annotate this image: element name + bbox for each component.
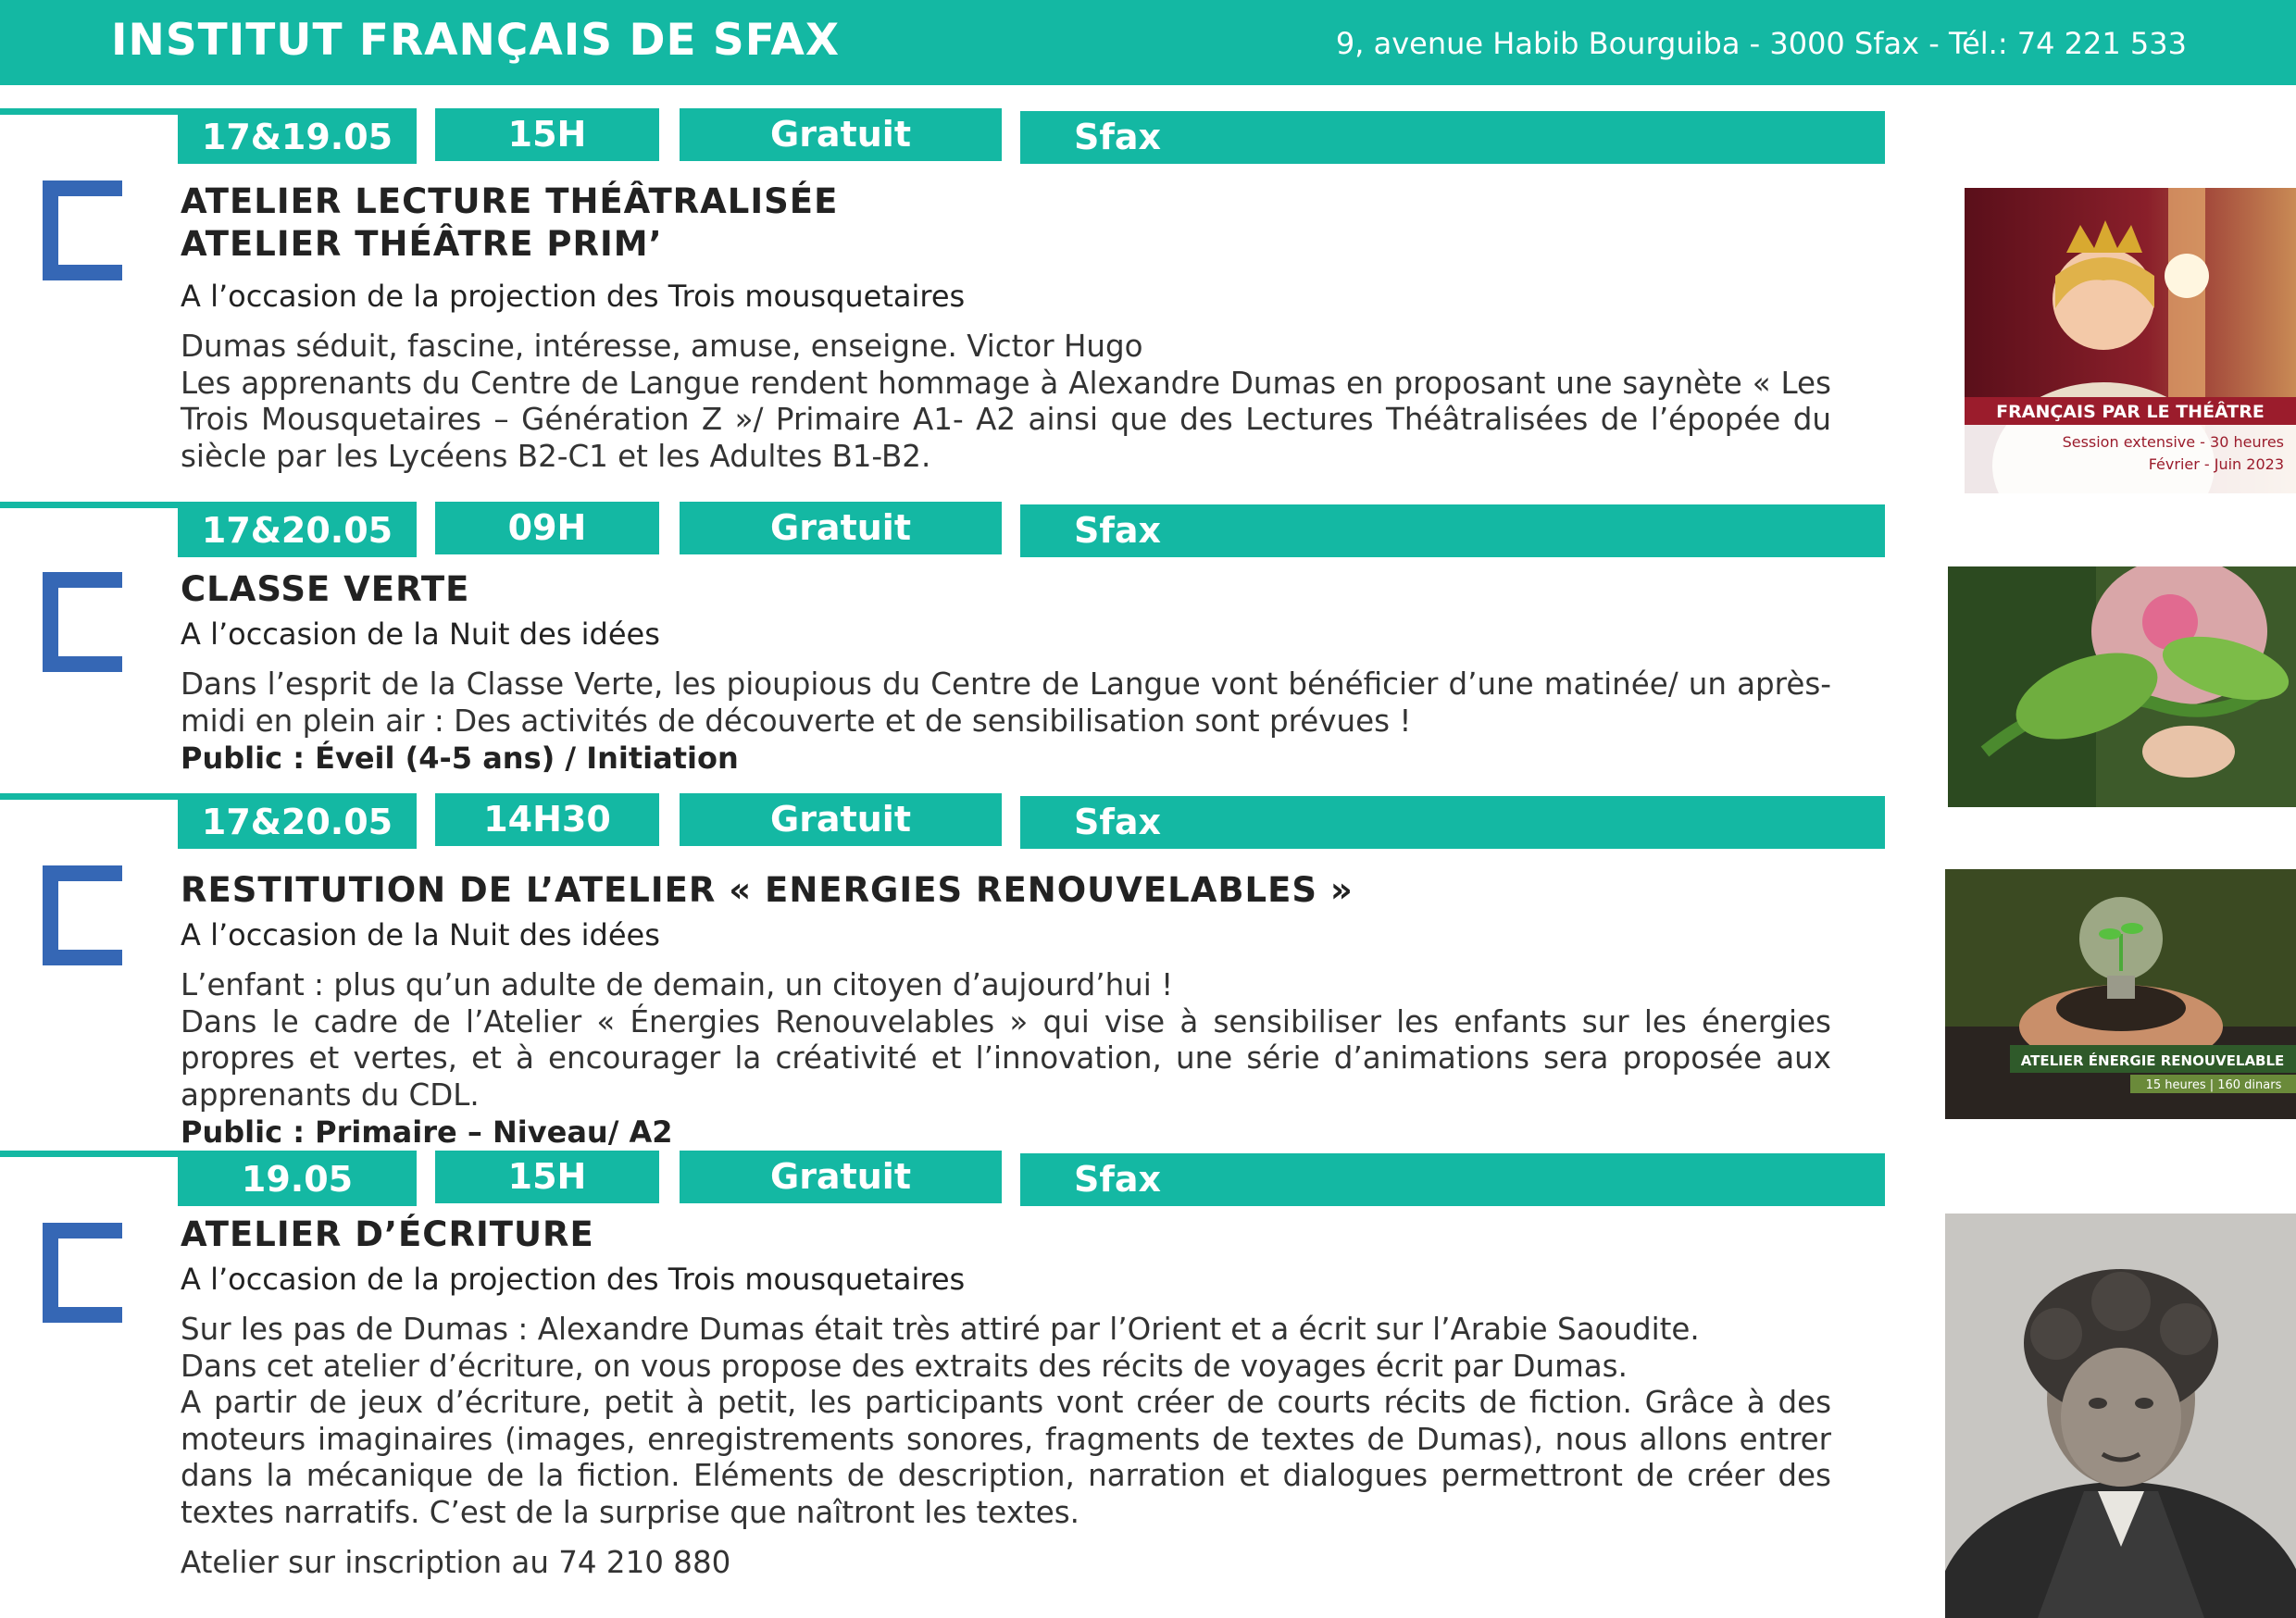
description-line: Sur les pas de Dumas : Alexandre Dumas était très attiré par l’Orient et a écrit sur l’Arabie Saoudite.	[181, 1312, 1700, 1347]
event-subtitle: A l’occasion de la Nuit des idées	[181, 616, 660, 652]
event-title: CLASSE VERTE	[181, 569, 470, 609]
event-subtitle: A l’occasion de la projection des Trois mousquetaires	[181, 1262, 966, 1297]
description-line: Dumas séduit, fascine, intéresse, amuse, enseigne. Victor Hugo	[181, 329, 1143, 364]
bracket-icon	[43, 1223, 122, 1323]
event-public: Public : Éveil (4-5 ans) / Initiation	[181, 741, 739, 776]
event-place-tag: Sfax	[1020, 1153, 1885, 1206]
description-line: A partir de jeux d’écriture, petit à petit, les participants vont créer de courts récits de fiction. Grâce à des moteurs imaginaires (images, enregistrements sonores, fragments de textes de Dumas), nous allons entrer dans la mécanique de la fiction. Eléments de description, narration et dialogues permettront de créer des textes narratifs. C’est de la surprise que naîtront les textes.	[181, 1385, 1831, 1530]
event-date-tag: 17&20.05	[178, 502, 417, 557]
event-time-tag: 15H	[435, 1151, 659, 1203]
event-description	[181, 666, 1831, 740]
event-time-tag: 15H	[435, 108, 659, 161]
description-line: Les apprenants du Centre de Langue rendent hommage à Alexandre Dumas en proposant une saynète « Les Trois Mousquetaires – Génération Z »/ Primaire A1- A2 ainsi que des Lectures Théâtralisées de l’épopée du siècle par les Lycéens B2-C1 et les Adultes B1-B2.	[181, 365, 1831, 474]
event-date-tag: 17&19.05	[178, 108, 417, 164]
description-line: Dans le cadre de l’Atelier « Énergies Renouvelables » qui vise à sensibiliser les enfants sur les énergies propres et vertes, et à encourager la créativité et l’innovation, une série d’animations sera proposée aux apprenants du CDL.	[181, 1003, 1831, 1113]
event-body	[181, 180, 1831, 475]
child-with-plant-photo	[1948, 566, 2296, 807]
event-place-tag: Sfax	[1020, 796, 1885, 849]
event-body	[181, 869, 1831, 1151]
event-4	[0, 1151, 2296, 1618]
event-body	[181, 1214, 1831, 1581]
event-price-tag: Gratuit	[680, 1151, 1002, 1203]
event-3	[0, 793, 2296, 1150]
poster-caption-line2: Février - Juin 2023	[2148, 455, 2284, 473]
event-title: ATELIER LECTURE THÉÂTRALISÉE	[181, 181, 839, 221]
event-registration-note: Atelier sur inscription au 74 210 880	[181, 1545, 731, 1580]
lightbulb-plant-graphic	[1945, 869, 2296, 1119]
event-title: RESTITUTION DE L’ATELIER « ENERGIES RENOUVELABLES »	[181, 870, 1354, 910]
event-body	[181, 568, 1831, 777]
event-1	[0, 108, 2296, 497]
event-description	[181, 1312, 1831, 1531]
bracket-icon	[43, 180, 122, 280]
theatre-poster-image	[1965, 188, 2296, 493]
description-line: L’enfant : plus qu’un adulte de demain, un citoyen d’aujourd’hui !	[181, 967, 1174, 1002]
event-price-tag: Gratuit	[680, 502, 1002, 554]
header-bar	[0, 0, 2296, 85]
event-date-tag: 19.05	[178, 1151, 417, 1206]
event-time-tag: 09H	[435, 502, 659, 554]
event-place-tag: Sfax	[1020, 504, 1885, 557]
event-public: Public : Primaire – Niveau/ A2	[181, 1114, 673, 1150]
dumas-portrait-graphic	[1945, 1214, 2296, 1618]
event-title: ATELIER D’ÉCRITURE	[181, 1214, 594, 1254]
event-description	[181, 329, 1831, 475]
poster-caption-line1: Session extensive - 30 heures	[2062, 433, 2284, 451]
lightbulb-plant-photo	[1945, 869, 2296, 1119]
event-price-tag: Gratuit	[680, 793, 1002, 846]
dumas-portrait-photo	[1945, 1214, 2296, 1618]
section-separator	[0, 793, 178, 800]
event-time-tag: 14H30	[435, 793, 659, 846]
event-price-tag: Gratuit	[680, 108, 1002, 161]
photo-caption-line1: 15 heures | 160 dinars	[2145, 1078, 2282, 1092]
event-place-tag: Sfax	[1020, 111, 1885, 164]
section-separator	[0, 502, 178, 508]
bracket-icon	[43, 572, 122, 672]
event-subtitle: A l’occasion de la projection des Trois mousquetaires	[181, 279, 966, 314]
description-line: Dans cet atelier d’écriture, on vous propose des extraits des récits de voyages écrit par Dumas.	[181, 1348, 1628, 1384]
event-description	[181, 967, 1831, 1114]
institute-address: 9, avenue Habib Bourguiba - 3000 Sfax - Tél.: 74 221 533	[1335, 26, 2187, 61]
poster-caption-title: FRANÇAIS PAR LE THÉÂTRE	[1996, 402, 2265, 422]
institute-title: INSTITUT FRANÇAIS DE SFAX	[111, 15, 841, 66]
photo-caption-title: ATELIER ÉNERGIE RENOUVELABLE	[2020, 1052, 2285, 1069]
section-separator	[0, 108, 178, 115]
event-title: ATELIER THÉÂTRE PRIM’	[181, 224, 663, 264]
theatre-poster-graphic	[1965, 188, 2296, 493]
event-date-tag: 17&20.05	[178, 793, 417, 849]
description-line: Dans l’esprit de la Classe Verte, les pioupious du Centre de Langue vont bénéficier d’une matinée/ un après-midi en plein air : Des activités de découverte et de sensibilisation sont prévues !	[181, 666, 1831, 739]
event-subtitle: A l’occasion de la Nuit des idées	[181, 917, 660, 952]
child-plant-graphic	[1948, 566, 2296, 807]
bracket-icon	[43, 865, 122, 965]
section-separator	[0, 1151, 178, 1157]
event-2	[0, 502, 2296, 789]
